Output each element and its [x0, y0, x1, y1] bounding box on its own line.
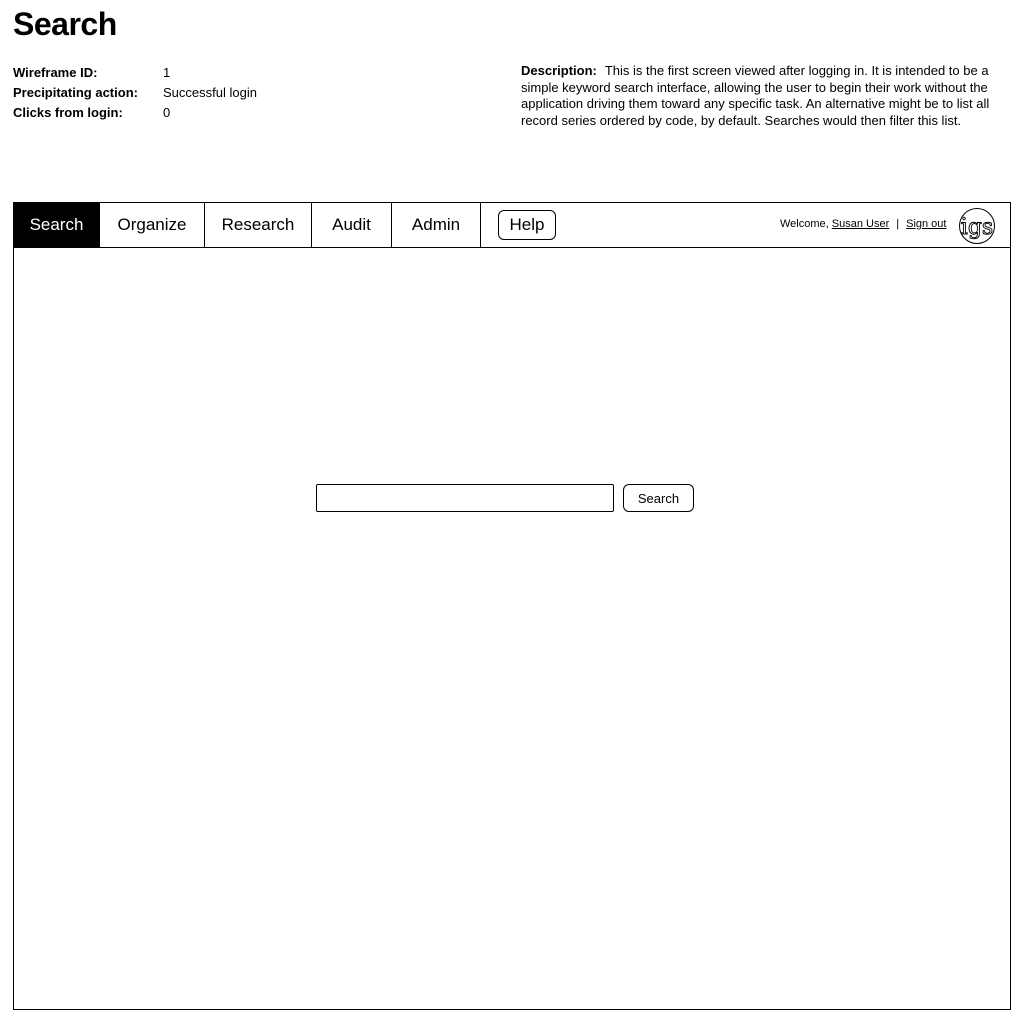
meta-value: 1	[163, 65, 171, 80]
app-window	[13, 202, 1011, 1010]
meta-row-clicks-from-login	[13, 103, 257, 123]
user-area	[780, 218, 946, 230]
meta-label: Wireframe ID:	[13, 65, 98, 80]
meta-value: 0	[163, 105, 171, 120]
meta-value: Successful login	[163, 85, 257, 100]
top-nav	[14, 203, 1010, 248]
search-button[interactable]: Search	[623, 484, 694, 512]
wireframe-meta	[13, 63, 257, 123]
tab-search[interactable]: Search	[14, 203, 100, 247]
welcome-text: Welcome,	[780, 218, 829, 230]
tab-organize[interactable]: Organize	[100, 203, 205, 247]
help-button[interactable]: Help	[498, 210, 556, 240]
meta-label: Clicks from login:	[13, 105, 123, 120]
sign-out-link[interactable]: Sign out	[906, 218, 947, 230]
tab-admin[interactable]: Admin	[392, 203, 481, 247]
igs-logo	[951, 207, 1003, 245]
description-block	[521, 63, 1011, 129]
tab-research[interactable]: Research	[205, 203, 312, 247]
meta-label: Precipitating action:	[13, 85, 138, 100]
logo-text: igs	[960, 215, 994, 240]
description-text: This is the first screen viewed after logging in. It is intended to be a simple keyword search interface, allowing the user to begin their work without the application driving them toward any specific task. An alternative might be to list all record series ordered by code, by default. Searches would then filter this list.	[521, 63, 990, 128]
separator: |	[896, 218, 900, 230]
meta-row-wireframe-id	[13, 63, 257, 83]
meta-row-precipitating-action	[13, 83, 257, 103]
user-name-link[interactable]: Susan User	[831, 218, 890, 230]
tab-audit[interactable]: Audit	[312, 203, 392, 247]
search-input[interactable]	[316, 484, 614, 512]
page-title: Search	[13, 6, 117, 42]
description-label: Description:	[521, 63, 597, 78]
